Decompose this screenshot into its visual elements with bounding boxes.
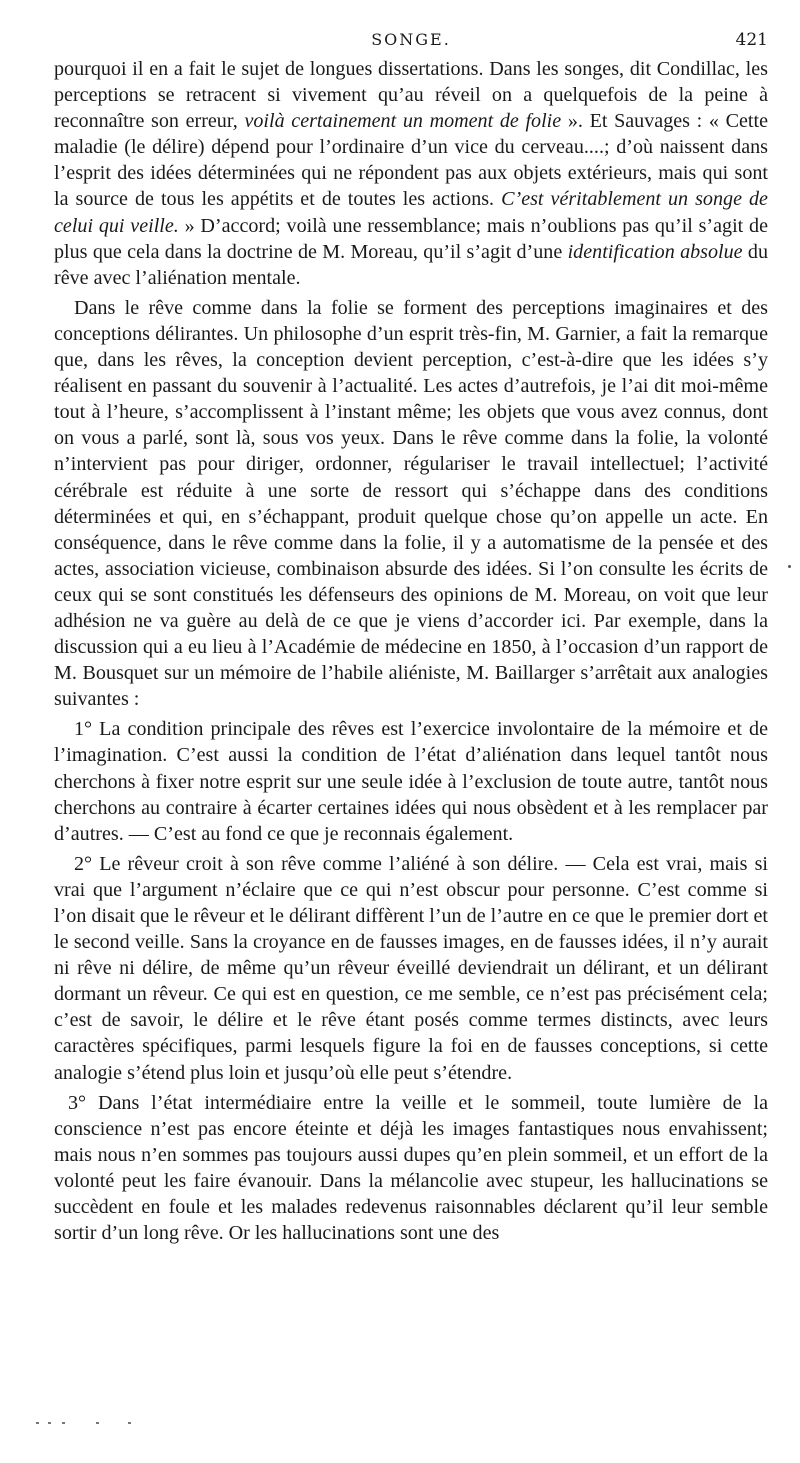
margin-speck <box>788 565 791 568</box>
speck <box>62 1422 65 1424</box>
paragraph-point-2: 2° Le rêveur croit à son rêve comme l’aliéné à son délire. — Cela est vrai, mais si vrai que l’argument n’éclaire que ce qui n’est obscur pour personne. C’est comme si l’on disait que le rêveur et le délirant diffèrent l’un de l’autre en ce que le premier dort et le second veille. Sans la croyance en de fausses images, en de fausses idées, il n’y aurait ni rêve ni délire, de même qu’un rêveur éveillé deviendrait un délirant, et un délirant dormant un rêveur. Ce qui est en question, ce me semble, ce n’est pas précisément cela; c’est de savoir, le délire et le rêve étant posés comme termes distincts, avec leurs caractères spécifiques, parmi lesquels figure la foi en de fausses conceptions, si cette analogie s’étend plus loin et jusqu’où elle peut s’étendre. <box>54 852 768 1084</box>
paragraph-point-3: 3° Dans l’état intermédiaire entre la veille et le sommeil, toute lumière de la conscience n’est pas encore éteinte et déjà les images fantastiques nous envahissent; mais nous n’en sommes pas toujours aussi dupes qu’en plein sommeil, et un effort de la volonté peut les faire évanouir. Dans la mélancolie avec stupeur, les hallucinations se succèdent en foule et les malades redevenus raisonnables déclarent qu’il leur semble sortir d’un long rêve. Or les hallucinations sont une des <box>54 1091 768 1245</box>
speck <box>48 1422 51 1424</box>
italic-quote: C’est véritablement un songe de celui qui veille. <box>54 188 768 237</box>
speck <box>96 1422 99 1424</box>
speck <box>128 1422 131 1424</box>
footer-specks <box>36 1418 736 1428</box>
running-title: SONGE. <box>371 30 451 49</box>
document-page <box>54 28 768 1246</box>
body-text <box>54 56 768 1246</box>
paragraph: Dans le rêve comme dans la folie se forment des perceptions imaginaires et des conceptions délirantes. Un philosophe d’un esprit très-fin, M. Garnier, a fait la remarque que, dans les rêves, la conception devient perception, c’est-à-dire que les idées s’y réalisent en passant du souvenir à l’actualité. Les actes d’autrefois, je l’ai dit moi-même tout à l’heure, s’accomplissent à l’instant même; les objets que vous avez connus, dont on vous a parlé, sont là, sous vos yeux. Dans le rêve comme dans la folie, la volonté n’intervient pas pour diriger, ordonner, régulariser le travail intellectuel; l’activité cérébrale est réduite à une sorte de ressort qui s’échappe dans des conditions déterminées et qui, en s’échappant, produit quelque chose qu’on appelle un acte. En conséquence, dans le rêve comme dans la folie, il y a automatisme de la pensée et des actes, association vicieuse, combinaison absurde des idées. Si l’on consulte les écrits de ceux qui se sont constitués les défenseurs des opinions de M. Moreau, on voit que leur adhésion ne va guère au delà de ce que je viens d’accorder ici. Par exemple, dans la discussion qui a eu lieu à l’Académie de médecine en 1850, à l’occasion d’un rapport de M. Bousquet sur un mémoire de l’habile aliéniste, M. Baillarger s’arrêtait aux analogies suivantes : <box>54 296 768 711</box>
speck <box>36 1422 39 1424</box>
text-run: ». Et Sauvages : « Cette maladie (le délire) dépend pour l’ordinaire d’un vice du cerveau....; d’où naissent dans l’esprit des idées déterminées qui ne répondent pas aux objets extérieurs, mais qui sont la source de tous les appétits et de toutes les actions. <box>54 110 768 211</box>
italic-quote: voilà certainement un moment de folie <box>244 110 562 133</box>
text-run: pourquoi il en a fait le sujet de longues dissertations. Dans les songes, dit Condillac, les perceptions se retracent si vivement qu’au réveil on a quelquefois de la peine à reconnaître son erreur, <box>54 58 768 133</box>
italic-emphasis: identification absolue <box>567 240 743 263</box>
text-run: » D’accord; voilà une ressemblance; mais n’oublions pas qu’il s’agit de plus que cela dans la doctrine de M. Moreau, qu’il s’agit d’une <box>54 214 768 263</box>
text-run: du rêve avec l’aliénation mentale. <box>54 240 768 289</box>
running-head <box>54 28 768 56</box>
paragraph-continuation <box>54 56 768 291</box>
paragraph-point-1: 1° La condition principale des rêves est l’exercice involontaire de la mémoire et de l’imagination. C’est aussi la condition de l’état d’aliénation dans lequel tantôt nous cherchons à fixer notre esprit sur une seule idée à l’exclusion de toute autre, tantôt nous cherchons au contraire à écarter certaines idées qui nous obsèdent et à les remplacer par d’autres. — C’est au fond ce que je reconnais également. <box>54 718 768 845</box>
page-number: 421 <box>735 30 768 50</box>
